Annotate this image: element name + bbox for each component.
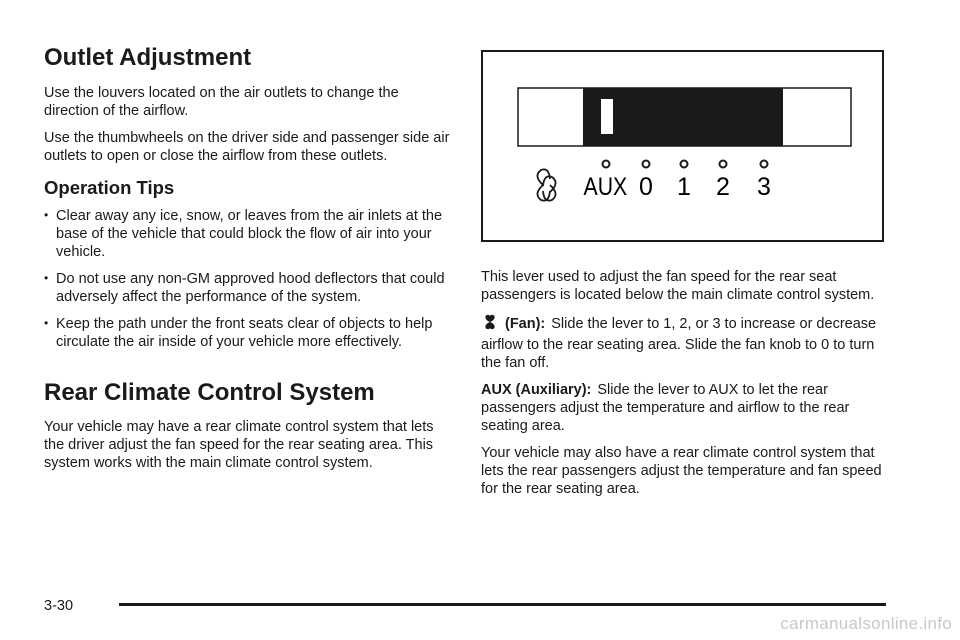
term-fan: (Fan): [505,316,546,332]
label-0: 0 [639,173,653,201]
label-2: 2 [716,173,730,201]
list-item [44,270,454,306]
label-1: 1 [677,173,691,201]
aux-description: Slide the lever to AUX to let the rear passengers adjust the temperature and airflow to the rear seating area. [481,382,850,434]
footer-rule [119,603,886,606]
tip-text: Do not use any non-GM approved hood deflectors that could adversely affect the performance of the system. [56,270,445,305]
fan-description: Slide the lever to 1, 2, or 3 to increase or decrease airflow to the rear seating area. Slide the fan knob to 0 to turn the fan off. [481,316,877,371]
bullet-icon: • [44,270,49,285]
bullet-icon: • [44,315,49,330]
left-column [44,44,454,481]
section-title-rear-climate: Rear Climate Control System [44,378,375,406]
paragraph-thumbwheels: Use the thumbwheels on the driver side and passenger side air outlets to open or close the airflow from these outlets. [44,129,450,164]
paragraph-rear-passenger-system: Your vehicle may also have a rear climate control system that lets the rear passengers adjust the temperature and fan speed for the rear seating area. [481,445,882,497]
list-item [44,207,454,261]
label-aux: AUX [583,172,628,201]
detent-marker [761,161,768,168]
page-number: 3-30 [44,598,74,614]
fan-icon [537,169,555,200]
rear-fan-control-illustration [481,50,884,242]
tips-list [44,207,454,351]
tip-text: Keep the path under the front seats clear of objects to help circulate the air inside of your vehicle more effectively. [56,315,433,350]
term-aux: AUX (Auxiliary): [481,382,592,398]
detent-marker [643,161,650,168]
detent-marker [603,161,610,168]
paragraph-louvers: Use the louvers located on the air outlets to change the direction of the airflow. [44,84,399,119]
tip-text: Clear away any ice, snow, or leaves from the air inlets at the base of the vehicle that could block the flow of air into your vehicle. [56,207,443,260]
list-item [44,315,454,351]
detent-marker [720,161,727,168]
paragraph-rear-climate: Your vehicle may have a rear climate control system that lets the driver adjust the fan speed for the rear seating area. This system works with the main climate control system. [44,419,434,472]
label-3: 3 [757,173,771,201]
bullet-icon: • [44,207,49,222]
paragraph-fan [481,313,886,372]
section-title-outlet-adjustment: Outlet Adjustment [44,44,252,71]
subheading-operation-tips: Operation Tips [44,176,175,198]
paragraph-lever-location: This lever used to adjust the fan speed for the rear seat passengers is located below the main climate control system. [481,269,875,303]
slider-knob [601,99,613,134]
detent-marker [681,161,688,168]
paragraph-aux [481,381,886,435]
right-column [481,50,886,507]
fan-icon [481,313,499,336]
watermark: carmanualsonline.info [780,614,952,633]
control-diagram [483,52,886,244]
